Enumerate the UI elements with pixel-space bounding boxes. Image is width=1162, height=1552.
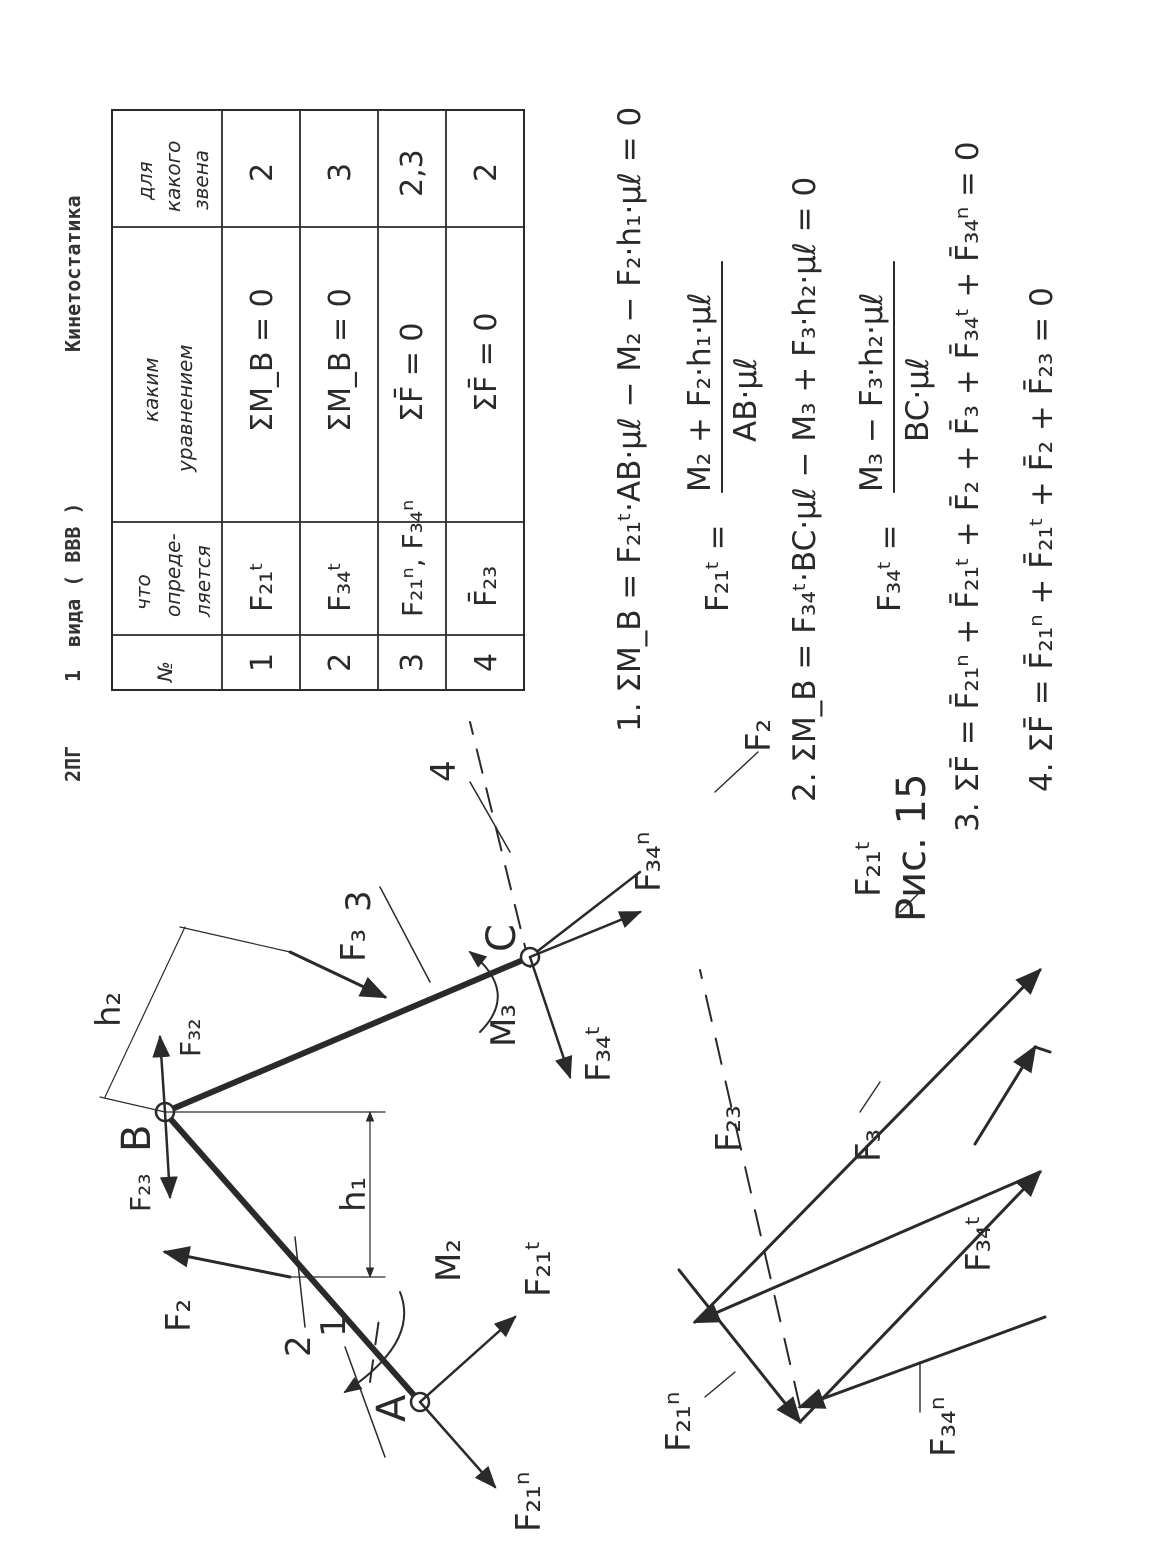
header-group: 2ПГ xyxy=(61,745,85,782)
polygon-label-F3: F₃ xyxy=(849,1128,889,1162)
table-header-no: № xyxy=(153,661,177,682)
joint-label-C: C xyxy=(479,924,525,952)
force-label-F34t: F₃₄ᵗ xyxy=(579,1025,619,1082)
polygon-label-F23: F₂₃ xyxy=(709,1105,749,1152)
force-label-F32: F₃₂ xyxy=(174,1018,207,1057)
force-F34n-arrow xyxy=(530,912,640,957)
table-header-what-2: опреде- xyxy=(161,533,185,617)
table-cell-what: F₂₁ᵗ xyxy=(245,561,280,612)
table-cell-no: 4 xyxy=(469,652,504,672)
table-header-eq-1: каким xyxy=(139,357,163,422)
joint-label-B: B xyxy=(114,1124,160,1152)
polygon-label-F21n: F₂₁ⁿ xyxy=(659,1391,699,1452)
link-label-4: 4 xyxy=(424,760,464,782)
force-F23-arrow xyxy=(165,1112,170,1197)
force-F32-arrow xyxy=(160,1037,165,1112)
table-cell-link: 2 xyxy=(245,162,280,182)
force-label-F21t: F₂₁ᵗ xyxy=(519,1240,559,1297)
table-row xyxy=(245,163,280,672)
table-cell-what: F₂₁ⁿ, F₃₄ⁿ xyxy=(396,499,429,617)
equation-1b-numerator: M₂ + F₂·h₁·μℓ xyxy=(682,292,718,492)
table-cell-what: F̄₂₃ xyxy=(469,565,504,607)
force-label-F3: F₃ xyxy=(334,928,374,962)
link-label-2: 2 xyxy=(279,1335,319,1357)
arm-label-h1: h₁ xyxy=(334,1176,374,1212)
table-cell-eq: ΣF̄ = 0 xyxy=(395,322,430,422)
polygon-F23-vector xyxy=(700,970,800,1407)
polygon-F34n-vector xyxy=(800,1317,1045,1407)
equations-block xyxy=(612,107,1060,832)
equation-4: 4. ΣF̄ = F̄₂₁ⁿ + F̄₂₁ᵗ + F̄₂ + F̄₂₃ = 0 xyxy=(1024,287,1060,792)
header-kind: вида ( ВВВ ) xyxy=(61,502,85,647)
force-label-F21n: F₂₁ⁿ xyxy=(509,1471,549,1532)
force-label-F34n: F₃₄ⁿ xyxy=(629,831,669,892)
equation-2b-denominator: BC·μℓ xyxy=(900,357,936,442)
force-F2-arrow xyxy=(165,1252,290,1277)
moment-label-M3: M₃ xyxy=(484,1004,524,1047)
table-cell-no: 2 xyxy=(323,652,358,672)
link-label-1: 1 xyxy=(314,1315,354,1337)
arm-label-h2: h₂ xyxy=(89,991,129,1027)
force-label-F23: F₂₃ xyxy=(124,1173,157,1212)
table-header-link-3: звена xyxy=(189,149,213,210)
force-F21t-arrow xyxy=(420,1317,515,1402)
table-row xyxy=(323,163,358,672)
table-cell-link: 2,3 xyxy=(395,149,430,197)
summary-table xyxy=(112,110,524,690)
joint-label-A: A xyxy=(369,1394,415,1422)
table-header-eq-2: уравнением xyxy=(173,344,197,472)
table-cell-link: 3 xyxy=(323,162,358,182)
table-header-what-1: что xyxy=(131,574,155,610)
table-cell-eq: ΣF̄ = 0 xyxy=(469,312,504,412)
polygon-label-F34n: F₃₄ⁿ xyxy=(924,1396,964,1457)
mechanism-diagram xyxy=(89,722,669,1532)
header-title: Кинетостатика xyxy=(61,195,85,352)
table-cell-no: 1 xyxy=(245,652,280,672)
force-label-F2: F₂ xyxy=(159,1298,199,1332)
polygon-label-F2: F₂ xyxy=(739,718,779,752)
table-cell-what: F₃₄ᵗ xyxy=(323,561,358,612)
table-cell-eq: ΣM_B = 0 xyxy=(323,288,358,432)
polygon-label-F34t: F₃₄ᵗ xyxy=(959,1215,999,1272)
equation-2b-lhs: F₃₄ᵗ = xyxy=(872,524,908,612)
force-F21n-arrow xyxy=(420,1402,495,1487)
equation-1: 1. ΣM_B = F₂₁ᵗ·AB·μℓ − M₂ − F₂·h₁·μℓ = 0 xyxy=(612,106,648,732)
table-header-link-2: какого xyxy=(161,140,185,212)
table-header-what-3: ляется xyxy=(191,545,215,617)
polygon-label-F21t: F₂₁ᵗ xyxy=(849,840,889,897)
sheet-header xyxy=(61,195,85,782)
header-num: 1 xyxy=(61,669,85,682)
table-header-link-1: для xyxy=(133,161,157,200)
force-F34t-arrow xyxy=(530,957,570,1077)
table-cell-link: 2 xyxy=(469,162,504,182)
table-cell-no: 3 xyxy=(395,652,430,672)
table-cell-eq: ΣM_B = 0 xyxy=(245,288,280,432)
link-label-3: 3 xyxy=(339,890,379,912)
equation-3: 3. ΣF̄ = F̄₂₁ⁿ + F̄₂₁ᵗ + F̄₂ + F̄₃ + F̄₃₄ᵗ + F̄₃₄ⁿ = 0 xyxy=(950,141,986,832)
equation-2b-numerator: M₃ − F₃·h₂·μℓ xyxy=(854,292,890,492)
equation-2: 2. ΣM_B = F₃₄ᵗ·BC·μℓ − M₃ + F₃·h₂·μℓ = 0 xyxy=(787,176,823,802)
table-row xyxy=(468,163,504,672)
figure-caption: Рис. 15 xyxy=(889,773,935,922)
equation-1b-denominator: AB·μℓ xyxy=(728,357,764,442)
polygon-F34t-vector xyxy=(975,1047,1035,1144)
moment-label-M2: M₂ xyxy=(429,1239,469,1282)
equation-1b-lhs: F₂₁ᵗ = xyxy=(700,524,736,612)
force-polygon xyxy=(659,719,1050,1457)
